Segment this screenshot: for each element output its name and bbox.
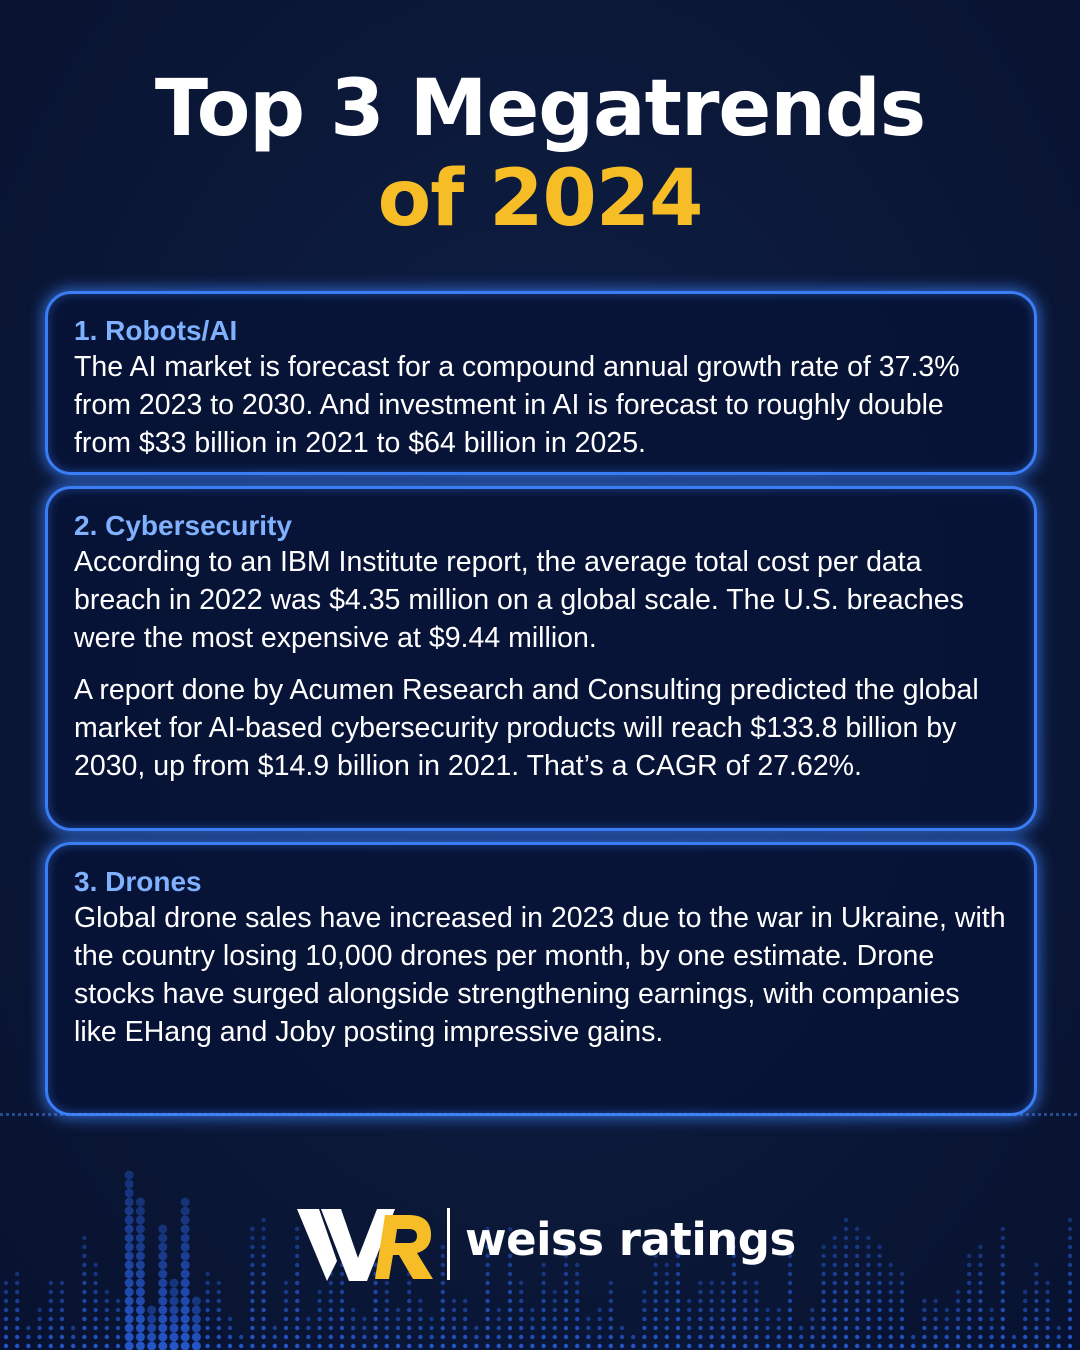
trend-text: According to an IBM Institute report, the average total cost per data breach in 2022 was $4.35 million on a global scale. The U.S. breaches were the most expensive at $9.44 million. [74, 546, 964, 654]
trend-card-drones [45, 842, 1037, 1116]
title-line-2: of 2024 [377, 154, 703, 244]
page-title [0, 64, 1080, 244]
trend-card-robots-ai [45, 291, 1037, 475]
weiss-ratings-logo-icon [297, 1203, 437, 1283]
trend-heading: 1. Robots/AI [74, 315, 238, 346]
dotted-divider [0, 1113, 1080, 1116]
trend-heading: 3. Drones [74, 866, 202, 897]
logo-wordmark: weiss ratings [465, 1213, 796, 1266]
weiss-ratings-logo [297, 1203, 797, 1283]
trend-text: A report done by Acumen Research and Consulting predicted the global market for AI-based cybersecurity products will reach $133.8 billion by 2030, up from $14.9 billion in 2021. That’s a CAGR of 27.62%. [74, 674, 979, 782]
trend-text: The AI market is forecast for a compound annual growth rate of 37.3% from 2023 to 2030. And investment in AI is forecast to roughly double from $33 billion in 2021 to $64 billion in 2025. [74, 351, 960, 459]
trend-text: Global drone sales have increased in 2023 due to the war in Ukraine, with the country losing 10,000 drones per month, by one estimate. Drone stocks have surged alongside strengthening earnings, with companies like EHang and Joby posting impressive gains. [74, 902, 1006, 1048]
trend-heading: 2. Cybersecurity [74, 510, 292, 541]
trend-card-cybersecurity [45, 486, 1037, 831]
logo-divider [447, 1208, 450, 1280]
title-line-1: Top 3 Megatrends [154, 64, 926, 154]
